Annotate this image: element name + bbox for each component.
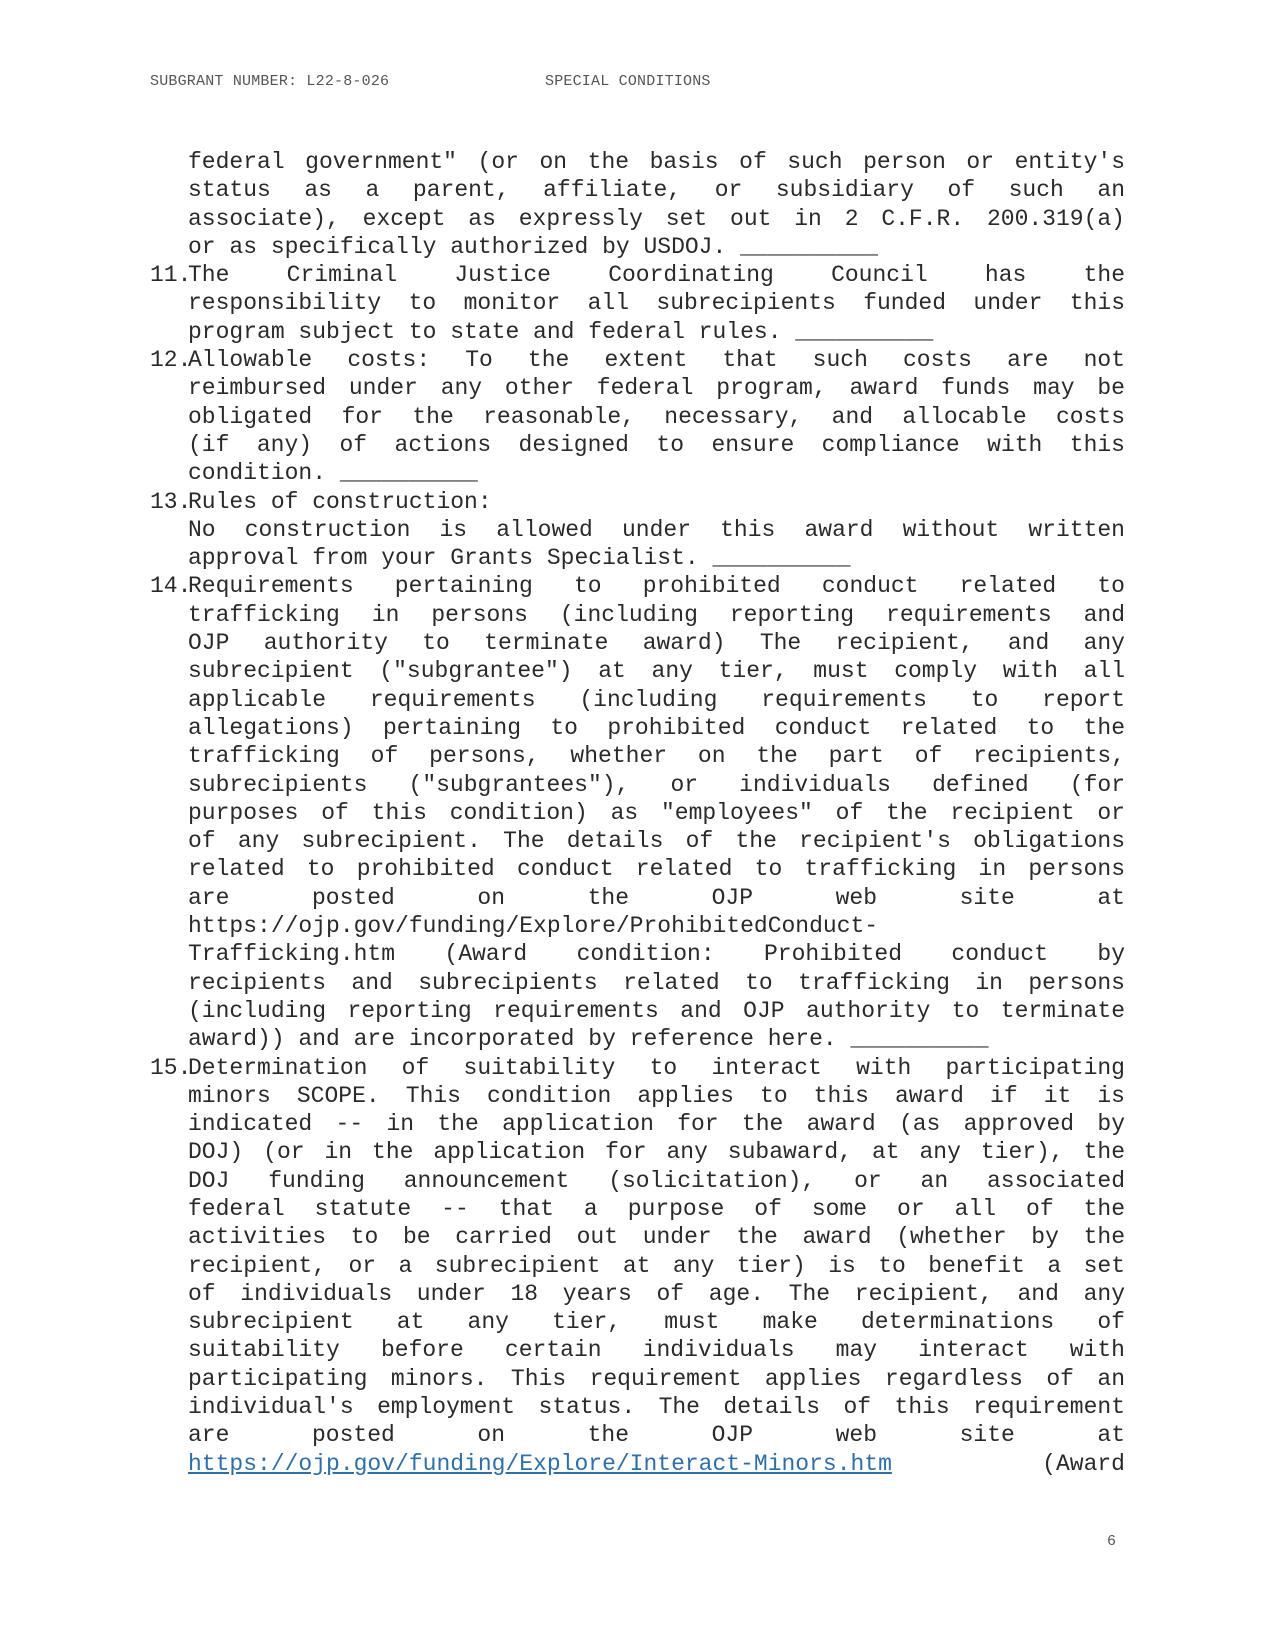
text-line: Trafficking.htm (Award condition: Prohibited conduct by [188,941,1125,968]
text-line: applicable requirements (including requirements to report [188,686,1125,713]
interact-minors-link[interactable]: https://ojp.gov/funding/Explore/Interact-Minors.htm [188,1450,892,1477]
document-body [150,148,1125,1478]
text-line: approval from your Grants Specialist. __________ [188,545,851,572]
condition-item-11 [150,261,1125,346]
item-number: 11. [150,262,192,289]
text-line: trafficking of persons, whether on the part of recipients, [188,743,1125,770]
text-line: (including reporting requirements and OJP authority to terminate [188,997,1125,1024]
text-line: obligated for the reasonable, necessary, and allocable costs [188,403,1125,430]
text-line: minors SCOPE. This condition applies to this award if it is [188,1082,1125,1109]
text-line: indicated -- in the application for the award (as approved by [188,1111,1125,1138]
text-line: are posted on the OJP web site at [188,884,1125,911]
condition-item-12 [150,346,1125,487]
text-line: participating minors. This requirement applies regardless of an [188,1365,1125,1392]
condition-item-15 [150,1054,1125,1478]
text-line: (if any) of actions designed to ensure compliance with this [188,431,1125,458]
text-line: suitability before certain individuals may interact with [188,1337,1125,1364]
continuation-paragraph [150,148,1125,261]
item-number: 13. [150,488,192,515]
header-title: SPECIAL CONDITIONS [545,73,711,90]
text-line: Determination of suitability to interact with participating [188,1054,1125,1081]
text-line: subrecipient at any tier, must make determinations of [188,1309,1125,1336]
text-line: subrecipient ("subgrantee") at any tier, must comply with all [188,658,1125,685]
text-line: of any subrecipient. The details of the recipient's obligations [188,828,1125,855]
text-line: related to prohibited conduct related to trafficking in persons [188,856,1125,883]
text-line: Allowable costs: To the extent that such costs are not [188,347,1125,374]
page-number: 6 [1107,1533,1117,1550]
text-line: purposes of this condition) as "employees" of the recipient or [188,799,1125,826]
text-line: DOJ funding announcement (solicitation), or an associated [188,1167,1125,1194]
text-line: The Criminal Justice Coordinating Council has the [188,262,1125,289]
item-number: 12. [150,347,192,374]
text-line: Rules of construction: [188,488,492,515]
text-line: subrecipients ("subgrantees"), or individuals defined (for [188,771,1125,798]
text-line: responsibility to monitor all subrecipients funded under this [188,290,1125,317]
text-line: individual's employment status. The details of this requirement [188,1394,1125,1421]
text-line: recipient, or a subrecipient at any tier) is to benefit a set [188,1252,1125,1279]
item-number: 15. [150,1054,192,1081]
subgrant-number: SUBGRANT NUMBER: L22-8-026 [150,73,390,90]
text-line: status as a parent, affiliate, or subsidiary of such an [188,177,1125,204]
text-line: activities to be carried out under the award (whether by the [188,1224,1125,1251]
text-line: No construction is allowed under this award without written [188,516,1125,543]
text-line: award)) and are incorporated by reference here. __________ [188,1026,989,1053]
text-line: recipients and subrecipients related to trafficking in persons [188,969,1125,996]
text-line: program subject to state and federal rules. __________ [188,318,934,345]
link-line [188,1450,1125,1478]
condition-item-13 [150,488,1125,573]
text-line: are posted on the OJP web site at [188,1422,1125,1449]
text-line: DOJ) (or in the application for any subaward, at any tier), the [188,1139,1125,1166]
text-line: Requirements pertaining to prohibited conduct related to [188,573,1125,600]
text-line: federal statute -- that a purpose of some or all of the [188,1195,1125,1222]
text-line: https://ojp.gov/funding/Explore/ProhibitedConduct- [188,913,879,940]
text-line: federal government" (or on the basis of such person or entity's [188,149,1125,175]
condition-item-14 [150,572,1125,1053]
text-line: or as specifically authorized by USDOJ. __________ [188,233,879,260]
text-line: trafficking in persons (including reporting requirements and [188,601,1125,628]
text-line: associate), except as expressly set out in 2 C.F.R. 200.319(a) [188,205,1125,232]
text-line: reimbursed under any other federal program, award funds may be [188,375,1125,402]
text-line: OJP authority to terminate award) The recipient, and any [188,630,1125,657]
text-line: of individuals under 18 years of age. The recipient, and any [188,1280,1125,1307]
item-number: 14. [150,573,192,600]
text-line: allegations) pertaining to prohibited conduct related to the [188,714,1125,741]
award-tail-text: (Award [1042,1450,1125,1477]
text-line: condition. __________ [188,460,478,487]
